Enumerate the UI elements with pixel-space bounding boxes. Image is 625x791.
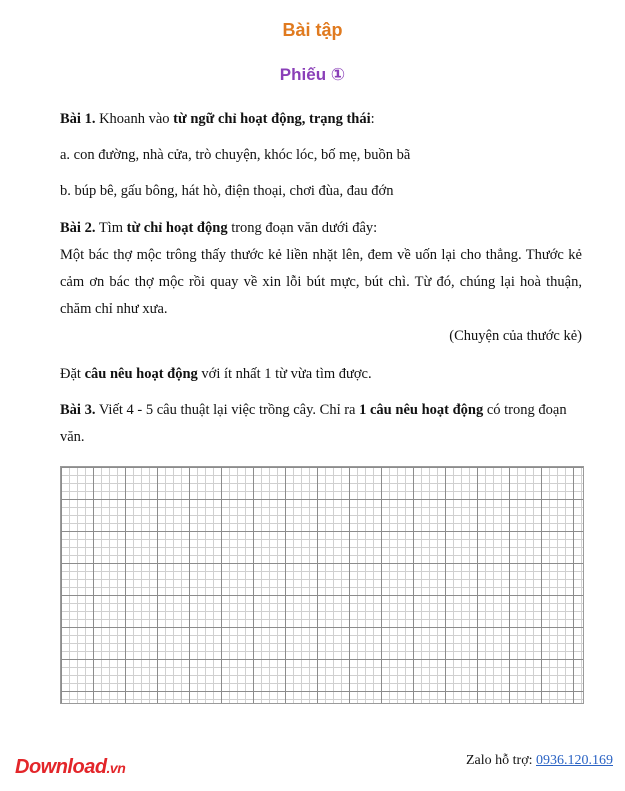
exercise-1-text: Khoanh vào — [95, 111, 174, 127]
worksheet-subtitle: Phiếu ① — [279, 65, 346, 84]
exercise-3-text: Viết 4 - 5 câu thuật lại việc trồng cây. Chỉ ra — [95, 402, 360, 418]
exercise-1-line-b: b. búp bê, gấu bông, hát hò, điện thoại, chơi đùa, đau đớn — [60, 183, 394, 199]
logo-suffix: .vn — [106, 760, 126, 776]
logo-main: Download — [15, 756, 107, 778]
exercise-2-label: Bài 2. — [60, 220, 96, 236]
exercise-1-bold: từ ngữ chỉ hoạt động, trạng thái — [173, 111, 371, 127]
exercise-1-line-a: a. con đường, nhà cửa, trò chuyện, khóc lóc, bố mẹ, buồn bã — [60, 147, 411, 163]
footer-label: Zalo hỗ trợ: — [466, 753, 536, 768]
passage-source: (Chuyện của thước kẻ) — [449, 328, 582, 344]
exercise-3-text-after: có trong đoạn văn. — [60, 402, 567, 445]
exercise-1-label: Bài 1. — [60, 111, 96, 127]
exercise-1-heading — [60, 106, 582, 133]
exercise-3-bold: 1 câu nêu hoạt động — [359, 402, 484, 418]
task-text-after: với ít nhất 1 từ vừa tìm được. — [197, 366, 372, 382]
task-bold: câu nêu hoạt động — [84, 366, 198, 382]
support-phone-link[interactable]: 0936.120.169 — [536, 753, 613, 768]
exercise-2-heading — [60, 215, 582, 242]
writing-grid[interactable] — [60, 466, 584, 704]
exercise-2-passage: Một bác thợ mộc trông thấy thước kẻ liền nhặt lên, đem về uốn lại cho thẳng. Thước kẻ cảm ơn bác thợ mộc rồi quay về xin lỗi bút mực, bút chì. Từ đó, chúng lại hoà thuận, chăm chỉ như xưa. — [60, 247, 582, 317]
task-text: Đặt — [60, 366, 85, 382]
exercise-1-colon: : — [370, 111, 375, 127]
exercise-3 — [60, 397, 582, 451]
exercise-2-text-after: trong đoạn văn dưới đây: — [227, 220, 378, 236]
exercise-2-task — [60, 361, 582, 388]
exercise-3-label: Bài 3. — [60, 402, 96, 418]
exercise-2-bold: từ chỉ hoạt động — [126, 220, 228, 236]
footer-support — [466, 753, 613, 769]
exercise-2-text: Tìm — [95, 220, 127, 236]
download-logo[interactable] — [15, 756, 125, 779]
page-title: Bài tập — [282, 20, 343, 40]
